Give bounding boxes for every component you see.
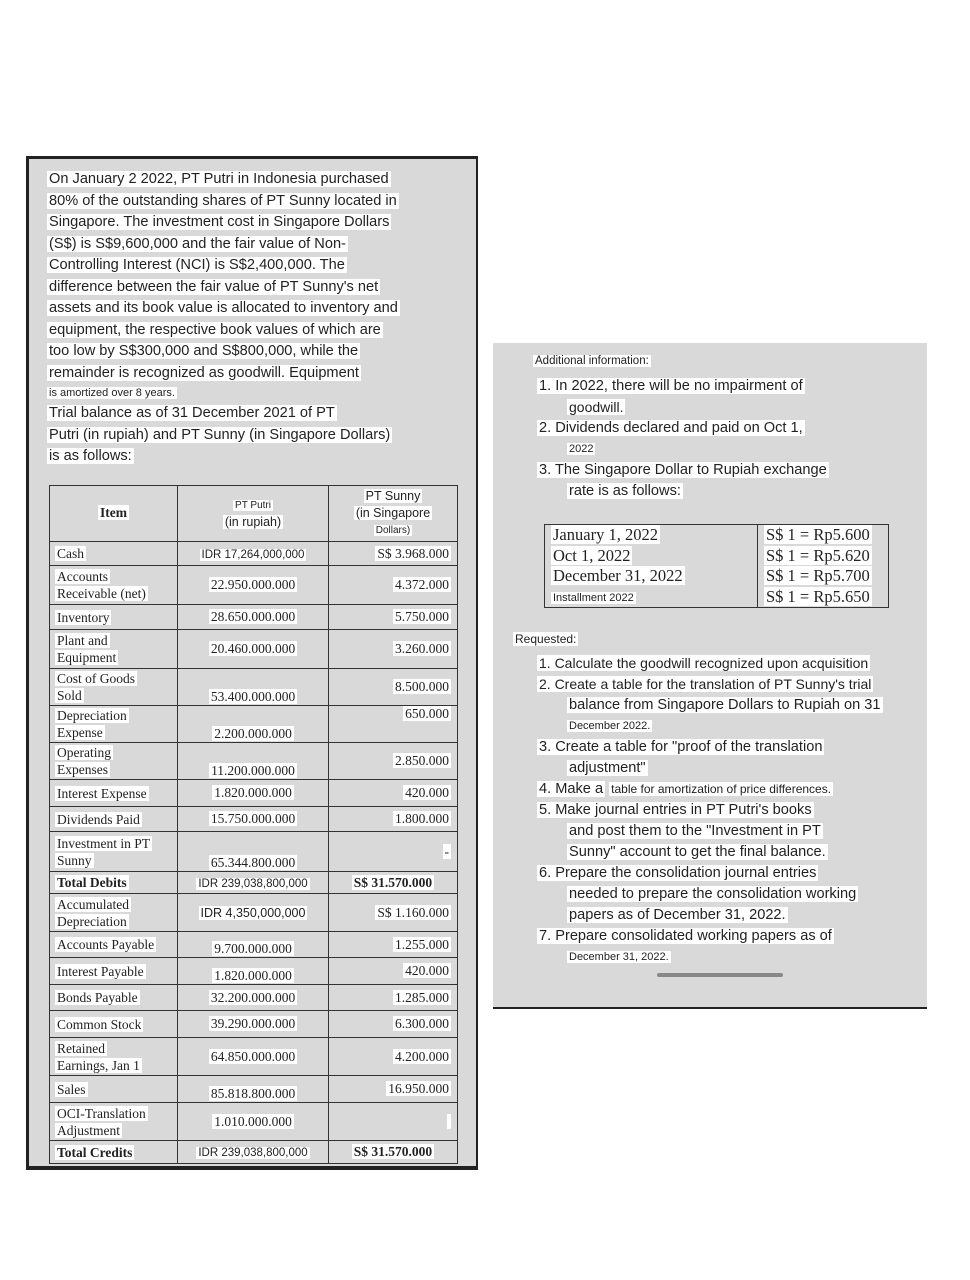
- intro-line: Controlling Interest (NCI) is S$2,400,000. The: [49, 257, 345, 273]
- exchange-rate-table: [544, 524, 889, 608]
- row-putri: 65.344.800.000: [178, 832, 329, 872]
- row-item: Cash: [50, 542, 178, 566]
- intro-line: On January 2 2022, PT Putri in Indonesia purchased: [49, 171, 389, 187]
- list-item: 7. Prepare consolidated working papers as of: [539, 928, 832, 944]
- intro-line: remainder is recognized as goodwill. Equipment: [49, 364, 359, 381]
- row-item: Accounts Payable: [50, 932, 178, 958]
- table-row: [50, 706, 458, 743]
- row-sunny: 1.800.000: [329, 807, 458, 832]
- row-sunny: 420.000: [329, 958, 458, 985]
- table-row: [50, 1011, 458, 1038]
- table-header-row: [50, 486, 458, 542]
- intro-line: 80% of the outstanding shares of PT Sunny located in: [49, 192, 397, 209]
- row-putri: IDR 17,264,000,000: [178, 542, 329, 566]
- row-item: Dividends Paid: [50, 807, 178, 832]
- list-item: papers as of December 31, 2022.: [569, 907, 786, 923]
- row-putri: 1.010.000.000: [178, 1103, 329, 1141]
- row-putri: 15.750.000.000: [178, 807, 329, 832]
- row-putri: IDR 239,038,800,000: [178, 872, 329, 894]
- list-item: table for amortization of price differences.: [611, 782, 832, 796]
- list-item: 2. Create a table for the translation of PT Sunny's trial: [539, 676, 872, 692]
- row-putri: 11.200.000.000: [178, 743, 329, 780]
- table-row: [50, 630, 458, 669]
- row-item: Retained Earnings, Jan 1: [50, 1038, 178, 1076]
- header-item: Item: [50, 486, 178, 542]
- list-item: 3. The Singapore Dollar to Rupiah exchange: [539, 462, 827, 478]
- row-item: Interest Payable: [50, 958, 178, 985]
- requested-title: Requested:: [515, 632, 577, 646]
- table-row: [50, 1076, 458, 1103]
- table-row: [50, 566, 458, 605]
- table-row: [50, 743, 458, 780]
- problem-intro: [47, 169, 447, 401]
- row-item: Plant and Equipment: [50, 630, 178, 669]
- row-item: Depreciation Expense: [50, 706, 178, 743]
- list-item: 5. Make journal entries in PT Putri's books: [539, 802, 812, 818]
- row-putri: 9.700.000.000: [178, 932, 329, 958]
- table-row: [50, 542, 458, 566]
- row-sunny: S$ 3.968.000: [329, 542, 458, 566]
- row-item: Interest Expense: [50, 780, 178, 807]
- list-item: December 31, 2022.: [569, 951, 669, 963]
- row-putri: 85.818.800.000: [178, 1076, 329, 1103]
- row-putri: 39.290.000.000: [178, 1011, 329, 1038]
- table-row-total-credits: [50, 1141, 458, 1164]
- intro-line: (S$) is S$9,600,000 and the fair value of Non-: [49, 235, 346, 252]
- row-sunny: S$ 1.160.000: [329, 894, 458, 932]
- row-item: Accounts Receivable (net): [50, 566, 178, 605]
- intro-line: difference between the fair value of PT Sunny's net: [49, 278, 379, 295]
- row-sunny: -: [329, 832, 458, 872]
- requested-list: [537, 653, 927, 968]
- row-sunny: 1.285.000: [329, 985, 458, 1011]
- trial-balance-caption: [47, 403, 437, 468]
- row-putri: 2.200.000.000: [178, 706, 329, 743]
- table-row: [50, 605, 458, 630]
- row-item: OCI-Translation Adjustment: [50, 1103, 178, 1141]
- row-sunny: 3.260.000: [329, 630, 458, 669]
- row-sunny: 16.950.000: [329, 1076, 458, 1103]
- row-putri: 20.460.000.000: [178, 630, 329, 669]
- intro-line: too low by S$300,000 and S$800,000, while the: [49, 343, 359, 359]
- additional-info-title: Additional information:: [535, 355, 649, 367]
- info-panel: [493, 343, 927, 1009]
- table-row: [50, 1103, 458, 1141]
- row-putri: IDR 239,038,800,000: [178, 1141, 329, 1164]
- header-sunny: PT Sunny (in Singapore Dollars): [329, 486, 458, 542]
- list-item: 4. Make a: [539, 781, 604, 797]
- row-sunny: 4.200.000: [329, 1038, 458, 1076]
- list-item: 1. In 2022, there will be no impairment of: [539, 378, 803, 394]
- row-item: Total Credits: [50, 1141, 178, 1164]
- list-item: 2. Dividends declared and paid on Oct 1,: [539, 420, 803, 436]
- additional-info-list: [537, 376, 922, 502]
- row-sunny: 5.750.000: [329, 605, 458, 630]
- rate-dates: January 1, 2022 Oct 1, 2022 December 31, 2022 Installment 2022: [545, 525, 758, 608]
- row-putri: 32.200.000.000: [178, 985, 329, 1011]
- row-sunny: S$ 31.570.000: [329, 1141, 458, 1164]
- row-item: Accumulated Depreciation: [50, 894, 178, 932]
- row-sunny: 1.255.000: [329, 932, 458, 958]
- table-row: [50, 1038, 458, 1076]
- table-row: [50, 832, 458, 872]
- row-item: Total Debits: [50, 872, 178, 894]
- problem-panel: [26, 156, 478, 1170]
- table-row-total-debits: [50, 872, 458, 894]
- row-item: Inventory: [50, 605, 178, 630]
- row-putri: 28.650.000.000: [178, 605, 329, 630]
- list-item: needed to prepare the consolidation working: [569, 886, 857, 902]
- intro-line-small: is amortized over 8 years.: [49, 387, 175, 399]
- intro-line: Singapore. The investment cost in Singapore Dollars: [49, 214, 390, 230]
- row-sunny: 650.000: [329, 706, 458, 743]
- row-sunny: 4.372.000: [329, 566, 458, 605]
- list-item: adjustment": [569, 760, 646, 776]
- trial-balance-table: [49, 485, 458, 1164]
- row-sunny: 6.300.000: [329, 1011, 458, 1038]
- list-item: 1. Calculate the goodwill recognized upon acquisition: [539, 655, 869, 671]
- table-row: [50, 669, 458, 706]
- caption-line: Putri (in rupiah) and PT Sunny (in Singapore Dollars): [49, 426, 391, 443]
- row-sunny: 2.850.000: [329, 743, 458, 780]
- table-row: [50, 985, 458, 1011]
- row-putri: 64.850.000.000: [178, 1038, 329, 1076]
- list-item: and post them to the "Investment in PT: [569, 823, 821, 839]
- header-putri: PT Putri (in rupiah): [178, 486, 329, 542]
- intro-line: equipment, the respective book values of which are: [49, 321, 381, 338]
- rate-values: S$ 1 = Rp5.600 S$ 1 = Rp5.620 S$ 1 = Rp5.700 S$ 1 = Rp5.650: [758, 525, 889, 608]
- table-row: [50, 807, 458, 832]
- list-item: 6. Prepare the consolidation journal entries: [539, 865, 817, 881]
- intro-line: assets and its book value is allocated to inventory and: [49, 300, 398, 316]
- row-sunny: 8.500.000: [329, 669, 458, 706]
- row-item: Sales: [50, 1076, 178, 1103]
- table-row: [50, 780, 458, 807]
- row-putri: IDR 4,350,000,000: [178, 894, 329, 932]
- row-item: Operating Expenses: [50, 743, 178, 780]
- scroll-indicator[interactable]: [657, 973, 783, 977]
- row-item: Bonds Payable: [50, 985, 178, 1011]
- row-putri: 53.400.000.000: [178, 669, 329, 706]
- list-item: goodwill.: [569, 399, 624, 415]
- table-row: [50, 958, 458, 985]
- list-item: rate is as follows:: [569, 483, 681, 499]
- table-row: [50, 932, 458, 958]
- row-putri: 22.950.000.000: [178, 566, 329, 605]
- table-row: [50, 894, 458, 932]
- row-item: Investment in PT Sunny: [50, 832, 178, 872]
- row-sunny: 420.000: [329, 780, 458, 807]
- row-putri: 1.820.000.000: [178, 958, 329, 985]
- row-putri: 1.820.000.000: [178, 780, 329, 807]
- list-item: December 2022.: [569, 720, 651, 732]
- list-item: 3. Create a table for "proof of the translation: [539, 739, 823, 755]
- list-item: 2022: [569, 443, 594, 455]
- caption-line: is as follows:: [49, 448, 132, 464]
- list-item: balance from Singapore Dollars to Rupiah on 31: [569, 697, 881, 713]
- rate-row: [545, 525, 889, 608]
- row-sunny: [329, 1103, 458, 1141]
- row-item: Cost of Goods Sold: [50, 669, 178, 706]
- list-item: Sunny" account to get the final balance.: [569, 844, 826, 860]
- caption-line: Trial balance as of 31 December 2021 of PT: [49, 405, 335, 421]
- row-sunny: S$ 31.570.000: [329, 872, 458, 894]
- row-item: Common Stock: [50, 1011, 178, 1038]
